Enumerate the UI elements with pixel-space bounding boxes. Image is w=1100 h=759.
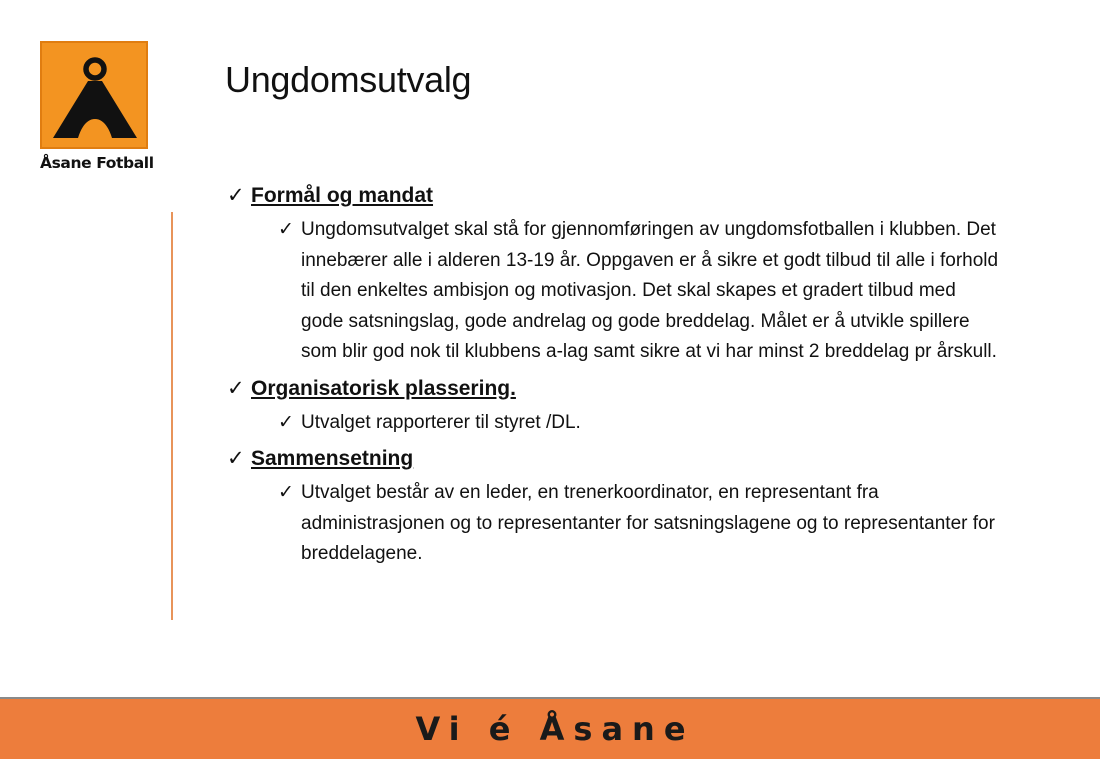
checkmark-icon: ✓ <box>278 411 294 433</box>
checkmark-icon: ✓ <box>278 219 294 240</box>
checkmark-icon: ✓ <box>227 184 245 207</box>
logo-a-ring-icon <box>42 43 146 147</box>
checkmark-icon: ✓ <box>227 376 245 400</box>
list-item-text: Utvalget består av en leder, en trenerkoordinator, en representant fra administrasjonen og to representanter for satsningslagene og to representanter for breddelagene. <box>301 482 995 564</box>
list-item-text: Ungdomsutvalget skal stå for gjennomføringen av ungdomsfotballen i klubben. Det innebærer alle i alderen 13-19 år. Oppgaven er å sikre et godt tilbud til alle i forhold til den enkeltes ambisjon og motivasjon. Det skal skapes et gradert tilbud med gode satsningslag, gode andrelag og gode breddelag. Målet er å utvikle spillere som blir god nok til klubbens a-lag samt sikre at vi har minst 2 breddelag pr årskull. <box>301 219 999 362</box>
section-formal-og-mandat <box>227 181 1027 368</box>
list-item <box>278 408 1027 439</box>
list-item-text: Utvalget rapporterer til styret /DL. <box>301 411 581 433</box>
logo-emblem <box>40 41 148 149</box>
section-heading-text: Organisatorisk plassering. <box>251 376 516 400</box>
list-item <box>278 215 1027 368</box>
content-list <box>227 181 1027 576</box>
page-title: Ungdomsutvalg <box>225 59 472 100</box>
club-logo <box>40 41 152 172</box>
section-organisatorisk-plassering <box>227 374 1027 439</box>
list-item <box>278 478 1027 570</box>
section-heading <box>227 374 1027 404</box>
footer-slogan: Vi é Åsane <box>415 710 695 748</box>
section-heading <box>227 181 1027 211</box>
section-sammensetning <box>227 444 1027 570</box>
footer-banner <box>0 697 1100 759</box>
checkmark-icon: ✓ <box>278 482 294 503</box>
section-heading <box>227 444 1027 474</box>
logo-caption: Åsane Fotball <box>40 154 154 172</box>
checkmark-icon: ✓ <box>227 447 245 470</box>
vertical-divider <box>171 212 173 620</box>
section-heading-text: Sammensetning <box>251 447 414 470</box>
section-heading-text: Formål og mandat <box>251 184 434 207</box>
